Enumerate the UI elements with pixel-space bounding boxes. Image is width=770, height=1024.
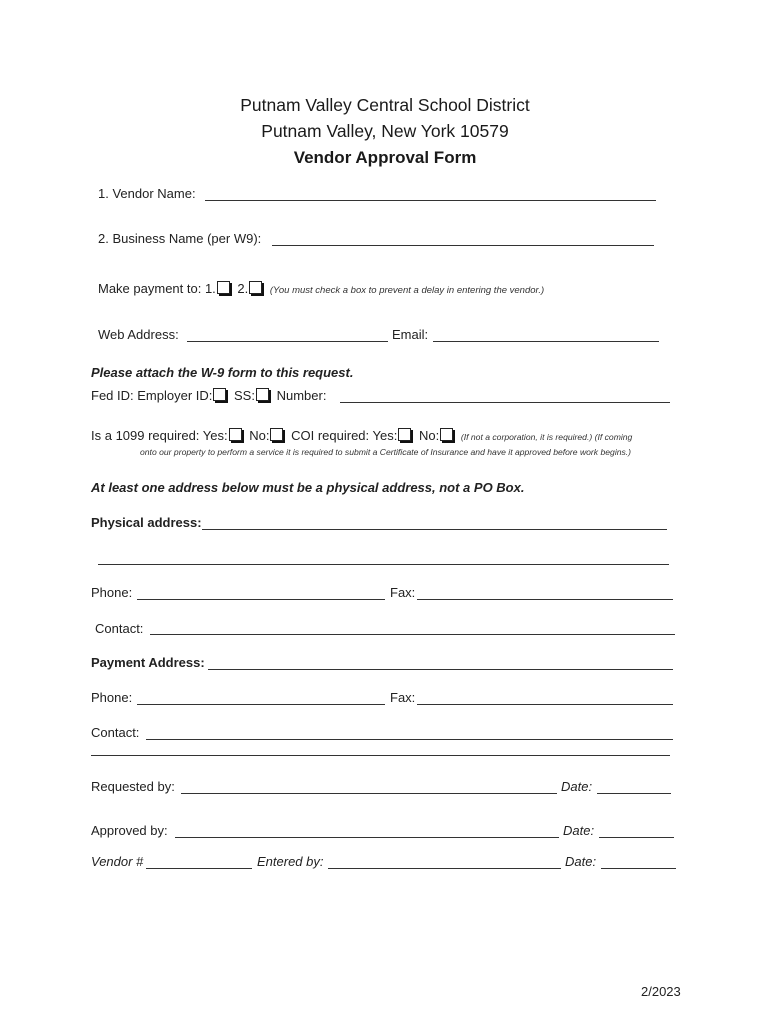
web-address-label: Web Address: <box>98 327 179 342</box>
entered-date-field[interactable] <box>601 868 676 869</box>
physical-address-label: Physical address: <box>91 515 202 530</box>
approved-by-field[interactable] <box>175 837 559 838</box>
payment-phone-field[interactable] <box>137 704 385 705</box>
web-address-field[interactable] <box>187 341 388 342</box>
coi-label: COI required: <box>291 428 370 443</box>
form-1099-no-checkbox[interactable] <box>270 428 283 441</box>
employer-id-label: Employer ID: <box>137 388 213 403</box>
physical-contact-field[interactable] <box>150 634 675 635</box>
requested-by-field[interactable] <box>181 793 557 794</box>
email-label: Email: <box>392 327 429 342</box>
payment-phone-label: Phone: <box>91 690 133 705</box>
physical-phone-label: Phone: <box>91 585 133 600</box>
form-1099-no-label: No: <box>249 428 270 443</box>
coi-note-line2: onto our property to perform a service it is required to submit a Certificate of Insurance and have it approved before work begins.) <box>140 447 632 457</box>
physical-contact-label: Contact: <box>95 621 144 636</box>
payment-fax-label: Fax: <box>390 690 416 705</box>
make-payment-note: (You must check a box to prevent a delay in entering the vendor.) <box>269 285 545 296</box>
form-title: Vendor Approval Form <box>293 148 477 167</box>
coi-note-line1: (If not a corporation, it is required.) (If coming <box>460 432 633 442</box>
district-name: Putnam Valley Central School District <box>240 95 530 115</box>
address-notice: At least one address below must be a physical address, not a PO Box. <box>91 480 525 495</box>
revision-date: 2/2023 <box>641 984 681 999</box>
entered-by-field[interactable] <box>328 868 561 869</box>
form-1099-label: Is a 1099 required: <box>91 428 200 443</box>
requested-date-field[interactable] <box>597 793 671 794</box>
make-payment-row <box>98 281 544 299</box>
coi-yes-checkbox[interactable] <box>398 428 411 441</box>
payment-address-field[interactable] <box>208 669 673 670</box>
entered-by-label: Entered by: <box>257 854 324 869</box>
coi-no-label: No: <box>419 428 440 443</box>
payment-option-2-label: 2. <box>237 281 249 296</box>
vendor-number-label: Vendor # <box>91 854 144 869</box>
physical-address-field[interactable] <box>202 529 667 530</box>
make-payment-label: Make payment to: <box>98 281 202 296</box>
payment-address-label: Payment Address: <box>91 655 205 670</box>
vendor-number-field[interactable] <box>146 868 252 869</box>
section-divider <box>91 755 670 756</box>
physical-fax-label: Fax: <box>390 585 416 600</box>
tax-requirements-row <box>91 428 632 445</box>
fed-id-number-field[interactable] <box>340 402 670 403</box>
payment-option-2-checkbox[interactable] <box>249 281 262 294</box>
physical-phone-field[interactable] <box>137 599 385 600</box>
payment-fax-field[interactable] <box>417 704 673 705</box>
approved-date-field[interactable] <box>599 837 674 838</box>
vendor-name-field[interactable] <box>205 200 656 201</box>
physical-fax-field[interactable] <box>417 599 673 600</box>
entered-date-label: Date: <box>565 854 597 869</box>
form-1099-yes-label: Yes: <box>202 428 228 443</box>
requested-by-label: Requested by: <box>91 779 175 794</box>
email-field[interactable] <box>433 341 659 342</box>
approved-date-label: Date: <box>563 823 595 838</box>
coi-no-checkbox[interactable] <box>440 428 453 441</box>
physical-address-line2-field[interactable] <box>98 564 669 565</box>
payment-contact-label: Contact: <box>91 725 140 740</box>
requested-date-label: Date: <box>561 779 593 794</box>
form-1099-yes-checkbox[interactable] <box>229 428 242 441</box>
approved-by-label: Approved by: <box>91 823 168 838</box>
vendor-name-label: 1. Vendor Name: <box>98 186 196 201</box>
employer-id-checkbox[interactable] <box>213 388 226 401</box>
coi-yes-label: Yes: <box>372 428 398 443</box>
fed-id-row <box>91 388 326 404</box>
w9-notice: Please attach the W-9 form to this request. <box>91 365 354 380</box>
fed-id-number-label: Number: <box>276 388 327 403</box>
district-address: Putnam Valley, New York 10579 <box>261 121 509 141</box>
payment-option-1-label: 1. <box>204 281 216 296</box>
ss-label: SS: <box>234 388 255 403</box>
business-name-label: 2. Business Name (per W9): <box>98 231 262 246</box>
payment-contact-field[interactable] <box>146 739 673 740</box>
business-name-field[interactable] <box>272 245 654 246</box>
fed-id-label: Fed ID: <box>91 388 134 403</box>
ss-checkbox[interactable] <box>256 388 269 401</box>
payment-option-1-checkbox[interactable] <box>217 281 230 294</box>
